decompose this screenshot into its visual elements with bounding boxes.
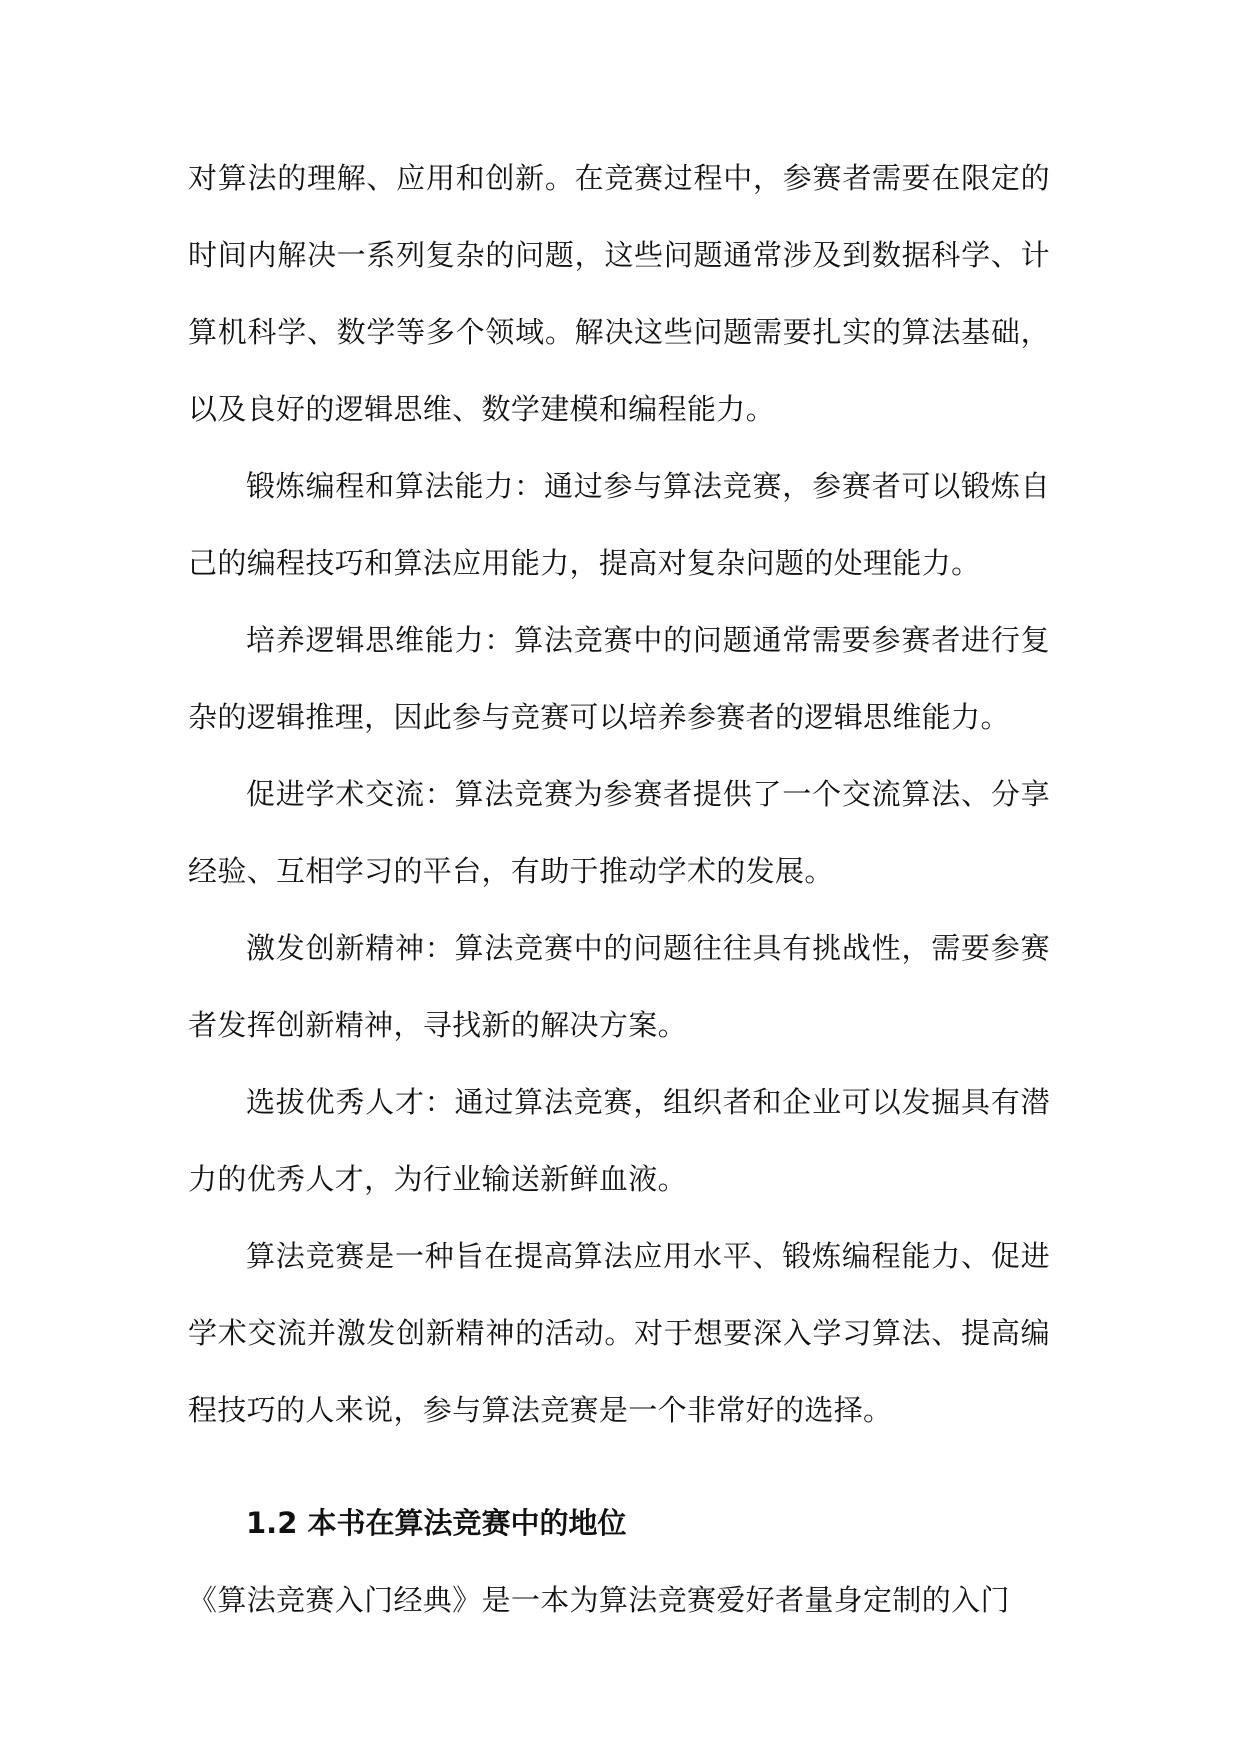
- paragraph-section-intro: 《算法竞赛入门经典》是一本为算法竞赛爱好者量身定制的入门: [188, 1583, 1010, 1617]
- section-heading: 1.2 本书在算法竞赛中的地位: [246, 1506, 627, 1540]
- document-page: [188, 140, 1050, 1639]
- paragraph-logic-thinking: 培养逻辑思维能力：算法竞赛中的问题通常需要参赛者进行复杂的逻辑推理，因此参与竞赛可以培养参赛者的逻辑思维能力。: [188, 623, 1050, 734]
- paragraph-talent-selection: 选拔优秀人才：通过算法竞赛，组织者和企业可以发掘具有潜力的优秀人才，为行业输送新鲜血液。: [188, 1085, 1050, 1196]
- paragraph-programming-skills: 锻炼编程和算法能力：通过参与算法竞赛，参赛者可以锻炼自己的编程技巧和算法应用能力，提高对复杂问题的处理能力。: [188, 469, 1050, 580]
- paragraph-innovation: 激发创新精神：算法竞赛中的问题往往具有挑战性，需要参赛者发挥创新精神，寻找新的解决方案。: [188, 931, 1050, 1042]
- paragraph-summary: 算法竞赛是一种旨在提高算法应用水平、锻炼编程能力、促进学术交流并激发创新精神的活动。对于想要深入学习算法、提高编程技巧的人来说，参与算法竞赛是一个非常好的选择。: [188, 1239, 1050, 1427]
- paragraph-continuation: 对算法的理解、应用和创新。在竞赛过程中，参赛者需要在限定的时间内解决一系列复杂的问题，这些问题通常涉及到数据科学、计算机科学、数学等多个领域。解决这些问题需要扎实的算法基础，以及良好的逻辑思维、数学建模和编程能力。: [188, 161, 1050, 426]
- paragraph-academic-exchange: 促进学术交流：算法竞赛为参赛者提供了一个交流算法、分享经验、互相学习的平台，有助于推动学术的发展。: [188, 777, 1050, 888]
